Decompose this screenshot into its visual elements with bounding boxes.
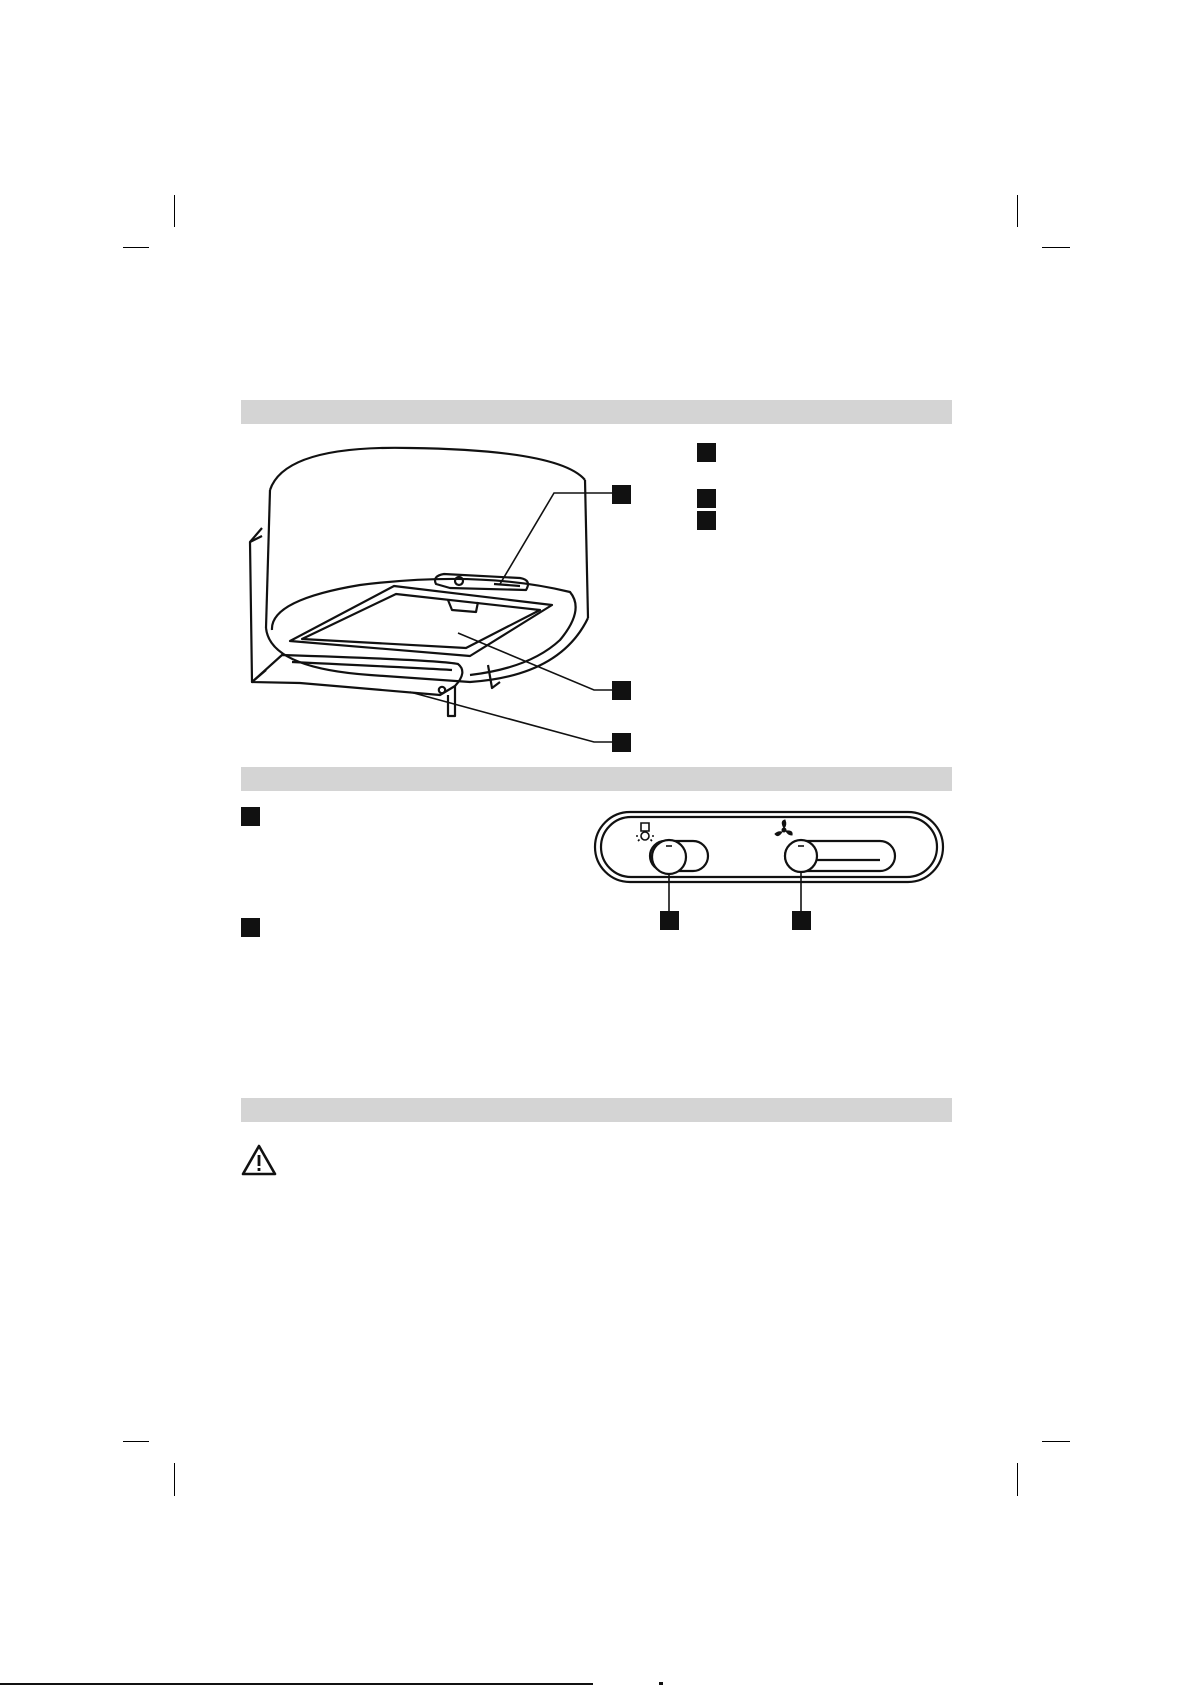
light-switch-knob: [652, 840, 686, 874]
fan-switch-callout: [792, 911, 811, 930]
fan-switch-knob: [785, 840, 817, 872]
light-switch-callout: [660, 911, 679, 930]
light-bulb-icon: [636, 823, 654, 841]
fan-icon: [775, 820, 792, 836]
warning-triangle-icon: [240, 1143, 278, 1177]
